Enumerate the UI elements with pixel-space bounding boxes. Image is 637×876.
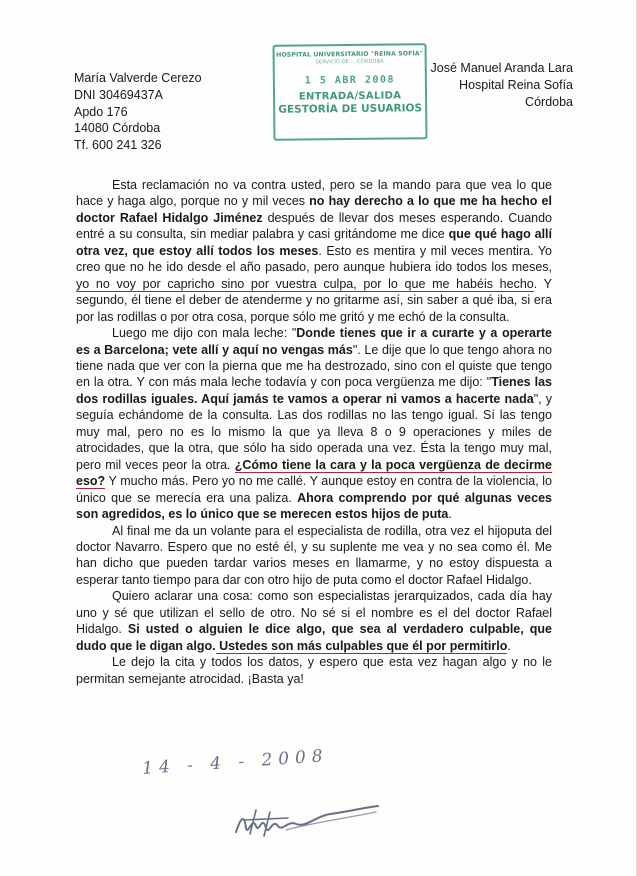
letter-body: [76, 177, 552, 687]
recipient-hospital: Hospital Reina Sofía: [459, 77, 573, 92]
text-run: Quiero aclarar una cosa: como son especialistas jerarquizados, cada día hay uno y sé que utilizan el sello de otro. No sé si el nombre es el del doctor Rafael Hidalgo.: [76, 589, 552, 637]
stamp-entry: ENTRADA/SALIDA: [298, 90, 402, 103]
underlined-bold-run: ¿Cómo tiene la cara y la poca vergüenza de decirme eso?: [76, 457, 552, 489]
signature-icon: [226, 790, 396, 850]
sender-apdo: Apdo 176: [74, 104, 128, 119]
stamp-date: 1 5 ABR 2008: [304, 74, 396, 87]
bold-run: Si usted o alguien le dice algo, que sea al verdadero culpable, que dudo que le digan algo.: [76, 622, 553, 653]
bold-run: Ahora comprendo por qué algunas veces son agredidos, es lo único que se merecen estos hijos de puta: [76, 490, 552, 522]
paragraph-3: Al final me da un volante para el especialista de rodilla, otra vez el hijoputa del doctor Navarro. Espero que no esté él, y su suplente me vea y no sea como él. Me han dicho que pueden tardar varios meses en llamarme, y no estoy dispuesta a esperar tanto tiempo para dar con otro hijo de puta como el doctor Rafael Hidalgo.: [76, 523, 552, 587]
recipient-city: Córdoba: [525, 94, 573, 109]
stamp-hospital: HOSPITAL UNIVERSITARIO "REINA SOFÍA": [276, 50, 424, 59]
recipient-name: José Manuel Aranda Lara: [430, 61, 573, 75]
bold-run: no hay derecho a lo que me ha hecho el doctor Rafael Hidalgo Jiménez: [76, 194, 552, 225]
text-run: después de llevar dos meses esperando. Cuando entré a su consulta, sin mediar palabra y casi gritándome me dice: [76, 210, 552, 242]
bold-run: Donde tienes que ir a curarte y a operarte es a Barcelona; vete allí y aquí no vengas más: [76, 326, 552, 357]
handwritten-date: 14 - 4 - 2008: [141, 745, 330, 779]
text-run: .: [507, 638, 511, 653]
sender-block: [74, 70, 294, 154]
sender-name: María Valverde Cerezo: [74, 71, 202, 85]
text-run: . Y segundo, él tiene el deber de atenderme y no gritarme así, sin saber a qué iba, si era por las rodillas o por otra cosa, porque sólo me gritó y me echó de la consulta.: [76, 276, 553, 324]
text-run: Luego me dijo con mala leche: ": [112, 326, 297, 341]
underlined-bold-run: Ustedes son más culpables que él por permitirlo: [215, 638, 508, 653]
text-run: ", y seguía echándome de la consulta. Las dos rodillas no las tengo igual. Sí las tengo muy mal, pero no es lo mismo la que ya lleva 8 o 9 operaciones y miles de atrocidades, que la otra, que sólo ha sido operada una vez. Ésta la tengo muy mal, pero mil veces peor la otra.: [76, 391, 552, 472]
sender-city: 14080 Córdoba: [74, 121, 161, 136]
text-run: Esta reclamación no va contra usted, pero se la mando para que vea lo que hace y haga algo, porque no y mil veces: [76, 178, 552, 209]
paragraph-4: [76, 588, 552, 654]
bold-run: Tienes las dos rodillas iguales. Aquí jamás te vamos a operar ni vamos a hacerte nada: [76, 375, 552, 406]
paragraph-1: [76, 177, 552, 325]
underlined-run: yo no voy por capricho sino por vuestra culpa, por lo que me habéis hecho: [76, 276, 534, 291]
text-run: ". Le dije que lo que tengo ahora no tiene nada que ver con la pierna que me ha destrozado, sino con el quiste que tengo en la otra. Y con más mala leche todavía y con poca vergüenza me dijo: ": [76, 342, 552, 390]
stamp-office: GESTORÍA DE USUARIOS: [278, 102, 423, 116]
bold-run: que qué hago allí otra vez, que estoy allí todos los meses: [76, 227, 552, 258]
sender-phone: Tf. 600 241 326: [74, 138, 162, 153]
text-run: Y mucho más. Pero yo no me callé. Y aunque estoy en contra de la violencia, lo único que se merecía era una paliza.: [76, 474, 552, 505]
sender-dni: DNI 30469437A: [74, 87, 163, 102]
recipient-block: [323, 60, 573, 110]
text-run: .: [448, 507, 452, 522]
stamp-service: SERVICIO DE ... CÓRDOBA: [315, 58, 384, 66]
paragraph-5: Le dejo la cita y todos los datos, y espero que esta vez hagan algo y no le permitan semejante atrocidad. ¡Basta ya!: [76, 655, 552, 686]
text-run: . Esto es mentira y mil veces mentira. Yo creo que no he ido desde el año pasado, pero aunque hubiera ido todos los meses,: [76, 243, 553, 275]
paragraph-2: [76, 325, 552, 522]
